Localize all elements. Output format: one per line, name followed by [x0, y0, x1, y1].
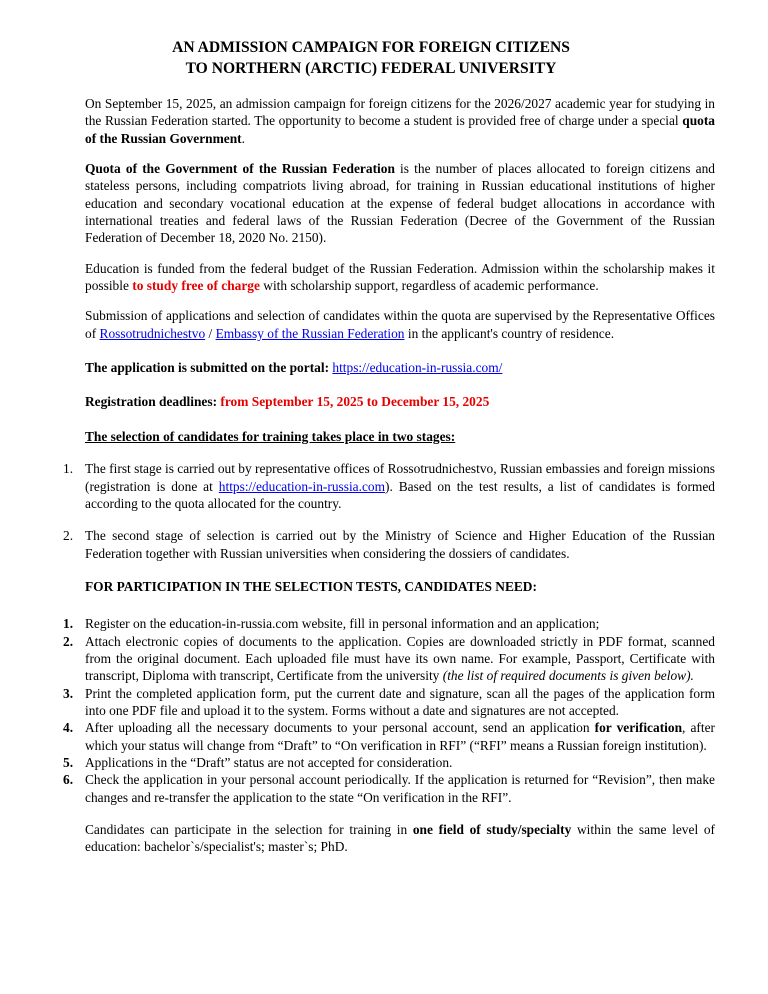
step-item-3-text — [85, 686, 715, 718]
link-education-portal[interactable]: https://education-in-russia.com/ — [332, 360, 503, 376]
stages-heading: The selection of candidates for training takes place in two stages: — [85, 428, 456, 444]
step-item-3 — [63, 685, 715, 720]
text-run: with scholarship support, regardless of academic performance. — [259, 278, 599, 294]
text-run: Education is funded from the federal budget of the Russian Federation. Admission within the scholarship makes it possible — [85, 260, 715, 294]
list-marker: 2. — [63, 528, 74, 544]
text-run: Candidates can participate in the selection for training in — [85, 822, 413, 837]
step-item-6 — [63, 771, 715, 806]
portal-line — [85, 359, 715, 376]
text-run: is the number of places allocated to foreign citizens and stateless persons, including compatriots living abroad, for training in Russian educational institutions of higher education and secondary vocational education at the expense of federal budget allocations in accordance with international treaties and federal laws of the Russian Federation (Decree of the Government of the Russian Federation of December 18, 2020 No. 2150). — [85, 161, 715, 246]
list-marker: 1. — [63, 616, 74, 632]
text-run: Attach electronic copies of documents to the application. Copies are downloaded strictly in PDF format, scanned from the original document. Each uploaded file must have its own name. For example, Passport, Certificate with transcript, Diploma with transcript, Certificate from the university — [85, 633, 715, 684]
text-run: Submission of applications and selection of candidates within the quota are supervised by the Representative Offices of — [85, 308, 715, 341]
list-marker: 2. — [63, 633, 74, 649]
stage-item-2 — [63, 527, 715, 562]
text-run: After uploading all the necessary documents to your personal account, send an application — [85, 720, 595, 736]
document-title — [85, 37, 657, 79]
supervision-paragraph — [85, 307, 715, 342]
list-marker: 4. — [63, 720, 74, 736]
step-item-2 — [63, 633, 715, 685]
text-run: in the applicant's country of residence. — [404, 325, 615, 341]
link-registration-site[interactable]: https://education-in-russia.com — [218, 478, 386, 494]
stages-list — [63, 460, 715, 562]
text-run: one field of study/specialty — [412, 822, 572, 837]
text-run: Quota of the Government of the Russian Federation — [85, 161, 395, 177]
title-line-1: AN ADMISSION CAMPAIGN FOR FOREIGN CITIZENS — [172, 39, 570, 56]
list-marker: 6. — [63, 772, 74, 788]
step-item-6-text — [85, 772, 715, 804]
title-line-2: TO NORTHERN (ARCTIC) FEDERAL UNIVERSITY — [185, 60, 557, 77]
text-run: , after which your status will change from “Draft” to “On verification in RFI” (“RFI” means a Russian foreign institution). — [85, 720, 715, 753]
funding-paragraph — [85, 260, 715, 295]
text-run: The application is submitted on the portal: — [85, 360, 333, 376]
stage-item-1-text — [85, 461, 715, 511]
text-run: On September 15, 2025, an admission campaign for foreign citizens for the 2026/2027 academic year for studying in the Russian Federation started. The opportunity to become a student is provided free of charge under a special — [85, 96, 715, 129]
step-item-2-text — [85, 634, 715, 684]
list-marker: 1. — [63, 461, 74, 477]
text-run: . — [241, 130, 245, 146]
intro-paragraph — [85, 95, 715, 147]
text-run: Applications in the “Draft” status are not accepted for consideration. — [85, 754, 453, 770]
list-marker: 5. — [63, 754, 74, 770]
participation-heading: FOR PARTICIPATION IN THE SELECTION TESTS, CANDIDATES NEED: — [85, 578, 537, 594]
step-item-1-text — [85, 616, 599, 631]
text-run: Registration deadlines: — [85, 394, 221, 410]
stage-item-2-text — [85, 528, 715, 560]
step-item-5-text — [85, 755, 452, 770]
text-run: (the list of required documents is given below). — [442, 668, 694, 684]
steps-list — [63, 615, 715, 806]
text-run: Register on the education-in-russia.com website, fill in personal information and an application; — [85, 616, 600, 632]
text-run: within the same level of education: bachelor`s/specialist's; master`s; PhD. — [85, 822, 716, 855]
text-run: Check the application in your personal account periodically. If the application is returned for “Revision”, then make changes and re-transfer the application to the state “On verification in the RFI”. — [85, 772, 715, 805]
step-item-1 — [63, 615, 715, 632]
step-item-4-text — [85, 720, 715, 752]
stage-item-1 — [63, 460, 715, 512]
link-embassy-russian-federation[interactable]: Embassy of the Russian Federation — [215, 325, 405, 341]
quota-definition-paragraph — [85, 160, 715, 247]
step-item-4 — [63, 719, 715, 754]
text-run: The second stage of selection is carried out by the Ministry of Science and Higher Education of the Russian Federation together with Russian universities when considering the dossiers of candidates. — [85, 528, 715, 561]
text-run: ). Based on the test results, a list of candidates is formed according to the quota allocated for the country. — [85, 478, 715, 511]
text-run: for verification — [594, 720, 683, 736]
text-run: from September 15, 2025 to December 15, 2025 — [220, 394, 490, 410]
list-marker: 3. — [63, 685, 74, 701]
deadlines-line — [85, 393, 715, 410]
link-rossotrudnichestvo[interactable]: Rossotrudnichestvo — [99, 325, 206, 341]
text-run: / — [205, 325, 216, 341]
text-run: The first stage is carried out by representative offices of Rossotrudnichestvo, Russian embassies and foreign missions (registration is done at — [85, 461, 715, 494]
text-run: Print the completed application form, put the current date and signature, scan all the pages of the application form into one PDF file and upload it to the system. Forms without a date and signatures are not accepted. — [85, 685, 715, 718]
note-paragraph — [85, 821, 715, 856]
text-run: quota of the Russian Government — [85, 113, 715, 146]
step-item-5 — [63, 754, 715, 771]
text-run: to study free of charge — [132, 278, 260, 294]
